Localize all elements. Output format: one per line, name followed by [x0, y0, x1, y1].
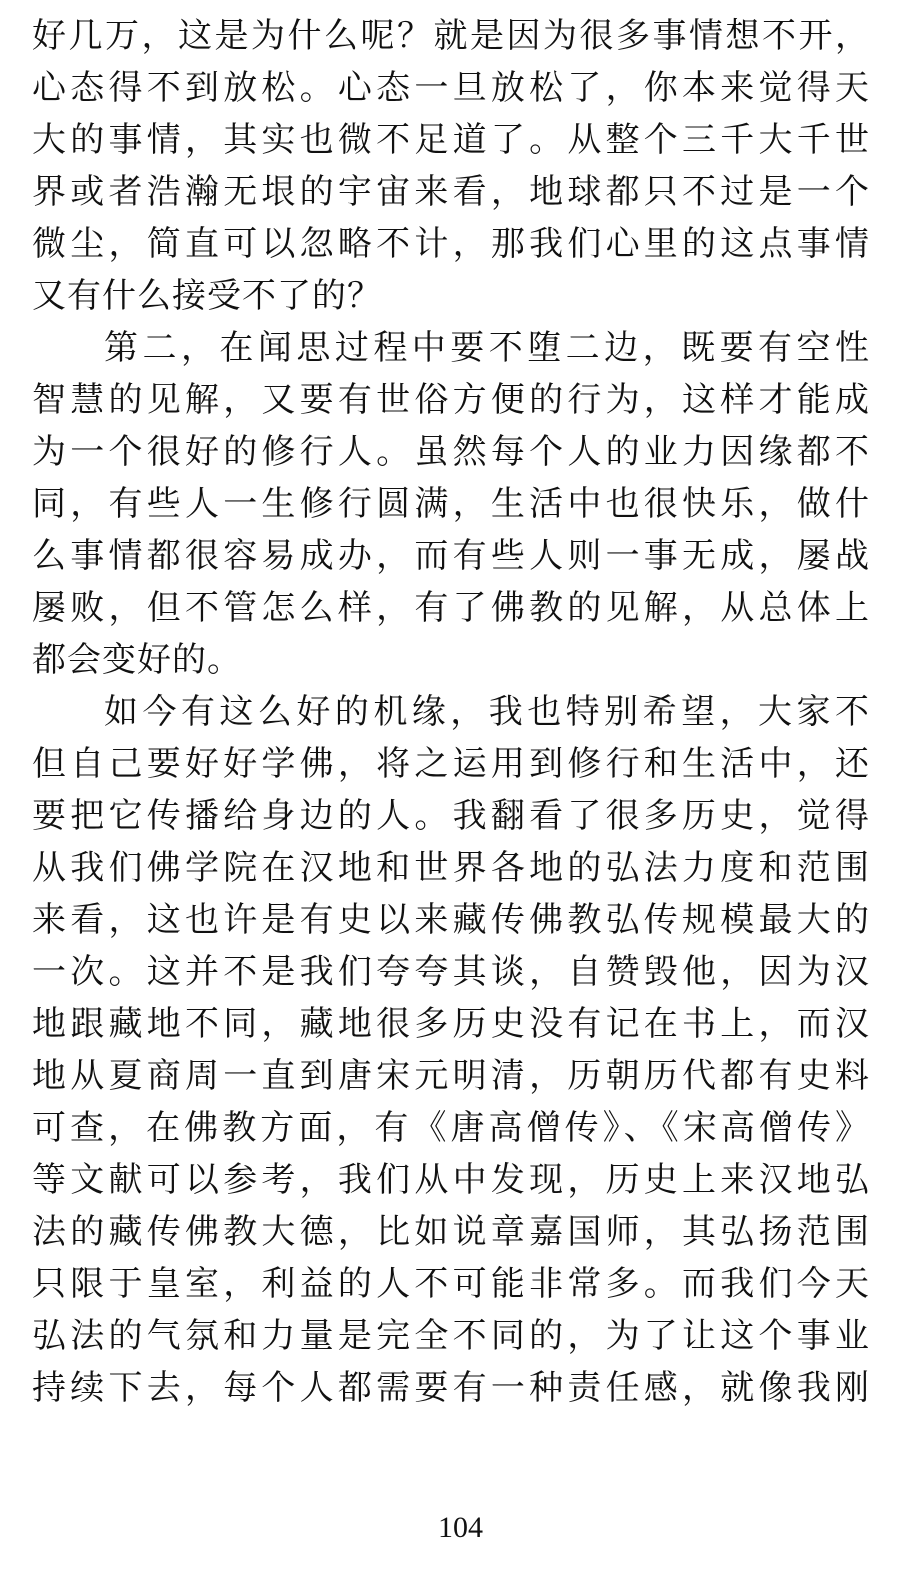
paragraph-2: [32, 322, 870, 686]
text-line: 弘法的气氛和力量是完全不同的，为了让这个事业: [32, 1316, 870, 1356]
text-line: 心态得不到放松。心态一旦放松了，你本来觉得天: [32, 68, 870, 108]
text-line: 好几万，这是为什么呢？就是因为很多事情想不开，: [32, 16, 870, 56]
text-line: 么事情都很容易成办，而有些人则一事无成，屡战: [32, 536, 870, 576]
text-line: 等文献可以参考，我们从中发现，历史上来汉地弘: [32, 1160, 870, 1200]
text-line: 从我们佛学院在汉地和世界各地的弘法力度和范围: [32, 848, 870, 888]
text-line: 为一个很好的修行人。虽然每个人的业力因缘都不: [32, 432, 870, 472]
text-line: 要把它传播给身边的人。我翻看了很多历史，觉得: [32, 796, 870, 836]
text-line: 同，有些人一生修行圆满，生活中也很快乐，做什: [32, 484, 870, 524]
text-line: 持续下去，每个人都需要有一种责任感，就像我刚: [32, 1368, 870, 1408]
text-line: 只限于皇室，利益的人不可能非常多。而我们今天: [32, 1264, 870, 1304]
body-text: [32, 10, 870, 1414]
paragraph-1: [32, 10, 870, 322]
text-line: 微尘，简直可以忽略不计，那我们心里的这点事情: [32, 224, 870, 264]
text-line: 地跟藏地不同，藏地很多历史没有记在书上，而汉: [32, 1004, 870, 1044]
text-line: 可查，在佛教方面，有《唐高僧传》、《宋高僧传》: [32, 1108, 870, 1148]
text-line: 屡败，但不管怎么样，有了佛教的见解，从总体上: [32, 588, 870, 628]
text-line: 大的事情，其实也微不足道了。从整个三千大千世: [32, 120, 870, 160]
text-line: 来看，这也许是有史以来藏传佛教弘传规模最大的: [32, 900, 870, 940]
text-line: 都会变好的。: [32, 640, 242, 680]
text-line: 第二，在闻思过程中要不堕二边，既要有空性: [104, 328, 870, 368]
text-line: 地从夏商周一直到唐宋元明清，历朝历代都有史料: [32, 1056, 870, 1096]
paragraph-3: [32, 686, 870, 1414]
text-line: 但自己要好好学佛，将之运用到修行和生活中，还: [32, 744, 870, 784]
text-line: 又有什么接受不了的？: [32, 276, 382, 316]
text-line: 智慧的见解，又要有世俗方便的行为，这样才能成: [32, 380, 870, 420]
text-line: 法的藏传佛教大德，比如说章嘉国师，其弘扬范围: [32, 1212, 870, 1252]
text-line: 界或者浩瀚无垠的宇宙来看，地球都只不过是一个: [32, 172, 870, 212]
text-line: 一次。这并不是我们夸夸其谈，自赞毁他，因为汉: [32, 952, 870, 992]
page-number: 104: [438, 1511, 483, 1544]
text-line: 如今有这么好的机缘，我也特别希望，大家不: [104, 692, 870, 732]
